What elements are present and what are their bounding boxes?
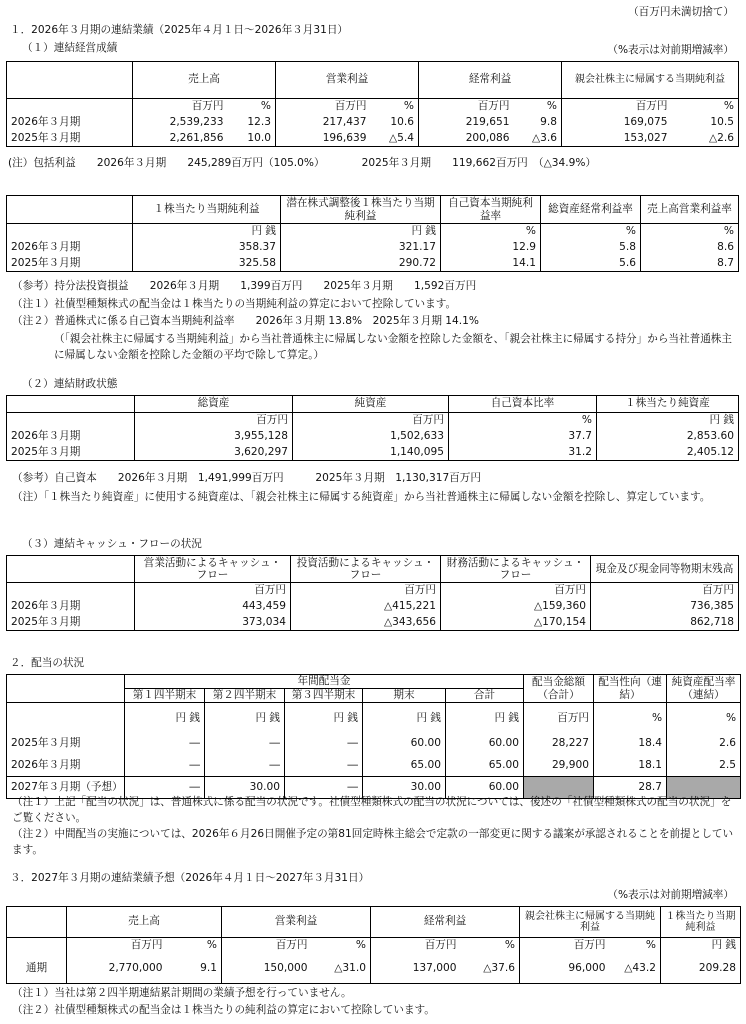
unit: 百万円 [441, 583, 591, 599]
section2-title: ２．配当の状況 [10, 657, 85, 669]
table-row [7, 240, 739, 256]
col-year-end: 期末 [363, 689, 446, 703]
cell: 37.7 [449, 429, 597, 445]
cell: 358.37 [133, 240, 281, 256]
dividend-note1: （注１）上記「配当の状況」は、普通株式に係る配当の状況です。社債型種類株式の配当の状況については、後述の「社債型種類株式の配当の状況」をご覧ください。 [12, 796, 732, 824]
unit: % [546, 100, 557, 113]
cell: 5.8 [541, 240, 641, 256]
unit: % [206, 939, 217, 952]
col-bps: １株当たり純資産 [597, 396, 739, 413]
cell: △3.6 [532, 131, 557, 144]
unit-note: （百万円未満切捨て） [628, 6, 734, 18]
comprehensive-income-note: (注）包括利益 2026年３月期 245,289百万円（105.0%） 2025年３月期 119,662百万円 （△34.9%） [8, 157, 597, 169]
unit: % [260, 100, 271, 113]
cell: 29,900 [524, 755, 594, 777]
note2-detail: （「親会社株主に帰属する当期純利益」から当社普通株主に帰属しない金額を控除した金額を、「親会社株主に帰属する持分」から当社普通株主に帰属しない金額を控除した金額の平均で除して算定。） [54, 333, 732, 361]
col-roa: 総資産経常利益率 [541, 196, 641, 224]
col-total: 合計 [446, 689, 524, 703]
bps-note: （注）「１株当たり純資産」に使用する純資産は、「親会社株主に帰属する純資産」から当社普通株主に帰属しない金額を控除し、算定しています。 [12, 491, 711, 503]
unit: % [645, 939, 656, 952]
cell: △415,221 [291, 599, 441, 615]
cell: 28,227 [524, 733, 594, 755]
row-label: 2026年３月期 [11, 240, 81, 253]
cell: ― [205, 755, 285, 777]
cell: 60.00 [363, 733, 446, 755]
cell: 18.1 [594, 755, 667, 777]
cell: 3,955,128 [135, 429, 293, 445]
col-total-dividend: 配当金総額（合計） [524, 675, 594, 703]
cell: 2.6 [667, 733, 741, 755]
cell: ― [285, 755, 363, 777]
col-eps: １株当たり当期純利益 [133, 196, 281, 224]
cell: 217,437 [276, 115, 371, 131]
table-row [7, 445, 739, 461]
unit: 百万円 [591, 583, 739, 599]
col-net-income: 親会社株主に帰属する当期純利益 [562, 62, 739, 99]
cell: △37.6 [483, 961, 515, 974]
cell: ― [125, 755, 205, 777]
table-row [7, 429, 739, 445]
unit: 円 銭 [285, 703, 363, 733]
col-payout-ratio: 配当性向（連結） [594, 675, 667, 703]
table-row [7, 733, 741, 755]
cell: 5.6 [541, 256, 641, 272]
col-sales: 売上高 [67, 907, 222, 938]
table-row [7, 954, 741, 984]
unit: 百万円 [135, 413, 293, 429]
unit: 円 銭 [281, 224, 441, 240]
unit: 百万円 [562, 99, 672, 115]
cell: △43.2 [624, 961, 656, 974]
row-label: 2026年３月期 [11, 429, 81, 442]
cell: 200,086 [419, 131, 514, 147]
table-row [7, 256, 739, 272]
sub2-title: （２）連結財政状態 [22, 378, 118, 390]
cell: △159,360 [441, 599, 591, 615]
cell: 18.4 [594, 733, 667, 755]
cell: 10.0 [247, 131, 271, 144]
cell: 862,718 [591, 615, 739, 631]
cell: 30.00 [363, 777, 446, 799]
cell: 209.28 [661, 954, 741, 984]
row-label: 2025年３月期 [11, 737, 81, 750]
unit: 円 銭 [125, 703, 205, 733]
cell: 8.7 [641, 256, 739, 272]
row-label: 2026年３月期 [11, 599, 81, 612]
note1: （注１）社債型種類株式の配当金は１株当たりの当期純利益の算定において控除しています。 [12, 298, 457, 310]
cell: 65.00 [363, 755, 446, 777]
col-op-income: 営業利益 [276, 62, 419, 99]
cell: 2,261,856 [133, 131, 228, 147]
cell: 1,140,095 [293, 445, 449, 461]
col-op-income: 営業利益 [222, 907, 371, 938]
col-cash-balance: 現金及び現金同等物期末残高 [591, 556, 739, 583]
cell: 8.6 [641, 240, 739, 256]
row-label: 2025年３月期 [11, 445, 81, 458]
unit: 百万円 [520, 938, 610, 954]
pct-note-1: （%表示は対前期増減率） [607, 44, 734, 56]
cell: ― [125, 777, 205, 799]
unit: 円 銭 [661, 938, 741, 954]
cell: 28.7 [594, 777, 667, 799]
cell: 14.1 [441, 256, 541, 272]
financial-position-table [6, 395, 739, 461]
table-row [7, 115, 739, 131]
cell: 2,405.12 [597, 445, 739, 461]
cell: 373,034 [135, 615, 291, 631]
table-row [7, 599, 739, 615]
cell: 10.6 [390, 115, 414, 128]
cell: 65.00 [446, 755, 524, 777]
note2: （注２）普通株式に係る自己資本当期純利益率 2026年３月期 13.8% 2025年３月期 14.1% [12, 315, 479, 327]
col-total-assets: 総資産 [135, 396, 293, 413]
cell: ― [125, 733, 205, 755]
cell: △2.6 [709, 131, 734, 144]
cell: △343,656 [291, 615, 441, 631]
cell: 3,620,297 [135, 445, 293, 461]
section3-title: ３．2027年３月期の連結業績予想（2026年４月１日～2027年３月31日） [10, 872, 370, 884]
cell: 290.72 [281, 256, 441, 272]
unit: 百万円 [524, 703, 594, 733]
cell: 169,075 [562, 115, 672, 131]
cell: △31.0 [334, 961, 366, 974]
unit: 百万円 [135, 583, 291, 599]
cell: 153,027 [562, 131, 672, 147]
unit: 百万円 [276, 99, 371, 115]
unit: % [641, 224, 739, 240]
row-label: 2025年３月期 [11, 256, 81, 269]
col-doe: 純資産配当率（連結） [667, 675, 741, 703]
cell: 2.5 [667, 755, 741, 777]
row-label: 2025年３月期 [11, 615, 81, 628]
cell: 9.8 [540, 115, 557, 128]
row-label: 2026年３月期 [11, 759, 81, 772]
col-q1: 第１四半期末 [125, 689, 205, 703]
cell: 12.9 [441, 240, 541, 256]
forecast-note1: （注１）当社は第２四半期連結累計期間の業績予想を行っていません。 [12, 987, 352, 999]
unit: 円 銭 [133, 224, 281, 240]
unit: % [403, 100, 414, 113]
row-label: 2026年３月期 [11, 115, 81, 128]
unit: % [541, 224, 641, 240]
col-q3: 第３四半期末 [285, 689, 363, 703]
cell: ― [285, 733, 363, 755]
row-label: 2025年３月期 [11, 131, 81, 144]
sub1-title: （１）連結経営成績 [22, 42, 118, 54]
col-op-margin: 売上高営業利益率 [641, 196, 739, 224]
col-financing-cf: 財務活動によるキャッシュ・フロー [441, 556, 591, 583]
col-ord-income: 経常利益 [419, 62, 562, 99]
cell: 321.17 [281, 240, 441, 256]
cell: 96,000 [520, 954, 610, 984]
per-share-table [6, 195, 739, 272]
row-label: 2027年３月期（予想） [11, 781, 123, 794]
col-roe: 自己資本当期純利益率 [441, 196, 541, 224]
unit: 百万円 [371, 938, 461, 954]
cell: 219,651 [419, 115, 514, 131]
cell: 150,000 [222, 954, 312, 984]
results-table [6, 61, 739, 147]
table-row [7, 615, 739, 631]
col-net-assets: 純資産 [293, 396, 449, 413]
col-investing-cf: 投資活動によるキャッシュ・フロー [291, 556, 441, 583]
equity-ref: （参考）自己資本 2026年３月期 1,491,999百万円 2025年３月期 1,130,317百万円 [12, 472, 481, 484]
col-eps: １株当たり当期純利益 [661, 907, 741, 938]
cell: 2,770,000 [67, 954, 167, 984]
unit: % [441, 224, 541, 240]
cell: 60.00 [446, 777, 524, 799]
forecast-note2: （注２）社債型種類株式の配当金は１株当たりの純利益の算定において控除しています。 [12, 1004, 435, 1016]
dividend-table [6, 674, 741, 799]
cell: 2,853.60 [597, 429, 739, 445]
col-equity-ratio: 自己資本比率 [449, 396, 597, 413]
equity-method-ref: （参考）持分法投資損益 2026年３月期 1,399百万円 2025年３月期 1,592百万円 [12, 280, 477, 292]
unit: 百万円 [67, 938, 167, 954]
forecast-table [6, 906, 741, 984]
cell: 2,539,233 [133, 115, 228, 131]
cell: 196,639 [276, 131, 371, 147]
unit: 百万円 [133, 99, 228, 115]
cell: 137,000 [371, 954, 461, 984]
col-ord-income: 経常利益 [371, 907, 520, 938]
cash-flow-table [6, 555, 739, 631]
unit: 円 銭 [446, 703, 524, 733]
cell: 9.1 [200, 961, 217, 974]
unit: % [594, 703, 667, 733]
unit: % [504, 939, 515, 952]
cell: 30.00 [205, 777, 285, 799]
col-net-income: 親会社株主に帰属する当期純利益 [520, 907, 661, 938]
unit: % [449, 413, 597, 429]
cell: 443,459 [135, 599, 291, 615]
unit: % [723, 100, 734, 113]
col-sales: 売上高 [133, 62, 276, 99]
cell: 60.00 [446, 733, 524, 755]
cell: △170,154 [441, 615, 591, 631]
cell: 10.5 [710, 115, 734, 128]
section1-title: １．2026年３月期の連結業績（2025年４月１日～2026年３月31日） [10, 24, 349, 36]
cell: 1,502,633 [293, 429, 449, 445]
table-row [7, 755, 741, 777]
col-q2: 第２四半期末 [205, 689, 285, 703]
unit: 百万円 [222, 938, 312, 954]
unit: % [355, 939, 366, 952]
cell: ― [285, 777, 363, 799]
unit: 百万円 [419, 99, 514, 115]
table-row [7, 131, 739, 147]
cell: △5.4 [389, 131, 414, 144]
unit: 円 銭 [205, 703, 285, 733]
sub3-title: （３）連結キャッシュ・フローの状況 [22, 538, 202, 550]
unit: 百万円 [293, 413, 449, 429]
col-diluted-eps: 潜在株式調整後１株当たり当期純利益 [281, 196, 441, 224]
row-label: 通期 [25, 961, 48, 974]
cell: 736,385 [591, 599, 739, 615]
col-annual-dividend: 年間配当金 [125, 675, 524, 689]
cell: ― [205, 733, 285, 755]
cell: 31.2 [449, 445, 597, 461]
cell: 325.58 [133, 256, 281, 272]
cell: 12.3 [247, 115, 271, 128]
unit: 円 銭 [363, 703, 446, 733]
unit: % [667, 703, 741, 733]
dividend-note2: （注２）中間配当の実施については、2026年６月26日開催予定の第81回定時株主総会で定款の一部変更に関する議案が承認されることを前提としています。 [12, 828, 734, 856]
unit: 百万円 [291, 583, 441, 599]
unit: 円 銭 [597, 413, 739, 429]
pct-note-2: （%表示は対前期増減率） [607, 889, 734, 901]
col-operating-cf: 営業活動によるキャッシュ・フロー [135, 556, 291, 583]
